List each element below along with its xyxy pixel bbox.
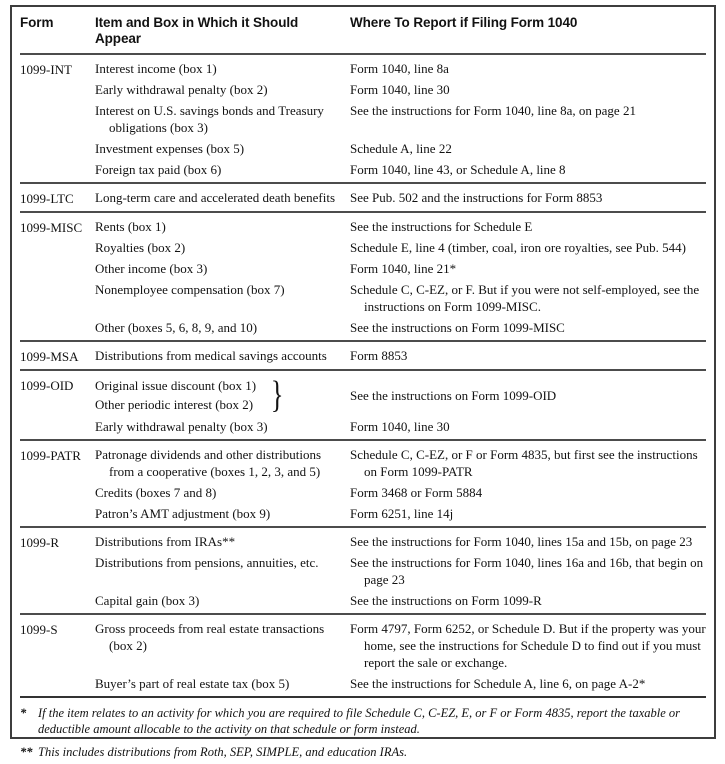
item-cell: Other (boxes 5, 6, 8, 9, and 10)	[95, 320, 258, 335]
footnote-marker: *	[20, 706, 27, 720]
section-rows	[95, 533, 706, 609]
where-cell: Schedule A, line 22	[350, 141, 452, 156]
where-cell: Form 1040, line 30	[350, 419, 450, 434]
where-cell: Form 8853	[350, 348, 408, 363]
table-row	[95, 620, 706, 671]
item-cell: Interest income (box 1)	[95, 61, 217, 76]
table-header-row	[20, 7, 706, 53]
item-cell: Long-term care and accelerated death benefits	[95, 190, 335, 205]
table-row	[95, 533, 706, 550]
item-cell: Other income (box 3)	[95, 261, 208, 276]
table-row	[95, 102, 706, 136]
table-row	[95, 189, 706, 206]
table-row	[95, 281, 706, 315]
where-cell: Form 4797, Form 6252, or Schedule D. But if the property was your home, see the instructions for Schedule D to find out if you must report the sale or exchange.	[350, 621, 706, 670]
where-cell: See the instructions on Form 1099-MISC	[350, 320, 565, 335]
footnote-text: If the item relates to an activity for which you are required to file Schedule C, C-EZ, E, or F or Form 4835, report the taxable or deductible amount allocable to the activity on that schedule or form instead.	[38, 706, 681, 736]
item-cell: Early withdrawal penalty (box 2)	[95, 82, 268, 97]
table-row	[95, 446, 706, 480]
item-group-lines	[95, 376, 256, 414]
form-name: 1099-INT	[20, 62, 72, 77]
table-row	[95, 239, 706, 256]
table-row	[95, 505, 706, 522]
section-rows	[95, 60, 706, 178]
section-1099-int	[20, 55, 706, 182]
item-cell: Nonemployee compensation (box 7)	[95, 282, 285, 297]
table-row	[95, 260, 706, 277]
section-1099-r	[20, 528, 706, 613]
section-rows	[95, 218, 706, 336]
form-name: 1099-R	[20, 535, 59, 550]
where-cell: See Pub. 502 and the instructions for Form 8853	[350, 190, 603, 205]
table-row	[95, 161, 706, 178]
form-name: 1099-LTC	[20, 191, 74, 206]
section-1099-ltc	[20, 184, 706, 211]
item-cell-group	[95, 376, 350, 414]
where-cell: See the instructions on Form 1099-R	[350, 593, 542, 608]
item-cell: Gross proceeds from real estate transactions (box 2)	[95, 621, 325, 653]
footnote	[20, 744, 706, 760]
footnotes	[20, 698, 706, 764]
item-cell: Distributions from IRAs**	[95, 534, 236, 549]
table-row	[95, 60, 706, 77]
item-cell: Rents (box 1)	[95, 219, 166, 234]
table-row	[95, 218, 706, 235]
item-cell: Distributions from medical savings accounts	[95, 348, 327, 363]
item-cell: Early withdrawal penalty (box 3)	[95, 419, 268, 434]
section-rows	[95, 620, 706, 692]
footnote	[20, 705, 706, 737]
where-cell: See the instructions for Schedule E	[350, 219, 533, 234]
brace-icon: }	[270, 374, 284, 416]
item-cell: Distributions from pensions, annuities, etc.	[95, 555, 319, 570]
item-text: Other periodic interest (box 2)	[95, 397, 254, 412]
where-cell: See the instructions for Form 1040, line 8a, on page 21	[350, 103, 636, 118]
item-cell: Buyer’s part of real estate tax (box 5)	[95, 676, 290, 691]
header-item: Item and Box in Which it Should Appear	[95, 15, 299, 46]
table-row	[95, 418, 706, 435]
where-cell: See the instructions for Form 1040, lines 16a and 16b, that begin on page 23	[350, 555, 704, 587]
table-row	[95, 554, 706, 588]
table-row	[95, 319, 706, 336]
where-cell: Form 1040, line 21*	[350, 261, 457, 276]
header-where: Where To Report if Filing Form 1040	[350, 15, 578, 30]
section-rows	[95, 446, 706, 522]
form-name: 1099-OID	[20, 378, 74, 393]
where-cell: Form 3468 or Form 5884	[350, 485, 483, 500]
table-row	[95, 347, 706, 364]
item-cell: Capital gain (box 3)	[95, 593, 200, 608]
item-cell: Foreign tax paid (box 6)	[95, 162, 222, 177]
section-1099-oid	[20, 371, 706, 439]
table-row	[95, 81, 706, 98]
where-cell: Schedule C, C-EZ, or F. But if you were not self-employed, see the instructions on Form 1099-MISC.	[350, 282, 700, 314]
form-1099-report-table	[10, 5, 716, 759]
section-rows	[95, 347, 706, 365]
table-body	[20, 55, 706, 696]
where-cell: Schedule C, C-EZ, or F or Form 4835, but first see the instructions on Form 1099-PATR	[350, 447, 698, 479]
section-rows	[95, 189, 706, 207]
where-cell: Form 6251, line 14j	[350, 506, 454, 521]
header-form: Form	[20, 15, 54, 30]
section-1099-patr	[20, 441, 706, 526]
item-cell: Credits (boxes 7 and 8)	[95, 485, 217, 500]
where-cell: Schedule E, line 4 (timber, coal, iron ore royalties, see Pub. 544)	[350, 240, 686, 255]
table-row	[95, 592, 706, 609]
form-name: 1099-MISC	[20, 220, 83, 235]
item-cell: Investment expenses (box 5)	[95, 141, 245, 156]
where-cell: See the instructions on Form 1099-OID	[350, 387, 557, 403]
where-cell: Form 1040, line 43, or Schedule A, line 8	[350, 162, 566, 177]
item-cell: Patronage dividends and other distributions from a cooperative (boxes 1, 2, 3, and 5)	[95, 447, 322, 479]
section-1099-msa	[20, 342, 706, 369]
table-row	[95, 675, 706, 692]
form-name: 1099-S	[20, 622, 58, 637]
table-row	[95, 376, 706, 414]
item-cell: Interest on U.S. savings bonds and Treasury obligations (box 3)	[95, 103, 324, 135]
section-rows	[95, 376, 706, 435]
section-1099-misc	[20, 213, 706, 340]
table-row	[95, 140, 706, 157]
item-cell: Patron’s AMT adjustment (box 9)	[95, 506, 271, 521]
where-cell: See the instructions for Form 1040, lines 15a and 15b, on page 23	[350, 534, 693, 549]
where-cell: Form 1040, line 30	[350, 82, 450, 97]
table-row	[95, 484, 706, 501]
form-name: 1099-PATR	[20, 448, 81, 463]
item-cell: Royalties (box 2)	[95, 240, 186, 255]
where-cell: Form 1040, line 8a	[350, 61, 449, 76]
section-1099-s	[20, 615, 706, 696]
form-name: 1099-MSA	[20, 349, 79, 364]
item-text: Original issue discount (box 1)	[95, 378, 257, 393]
footnote-marker: **	[20, 745, 33, 759]
footnote-text: This includes distributions from Roth, SEP, SIMPLE, and education IRAs.	[38, 745, 408, 759]
where-cell: See the instructions for Schedule A, line 6, on page A-2*	[350, 676, 646, 691]
